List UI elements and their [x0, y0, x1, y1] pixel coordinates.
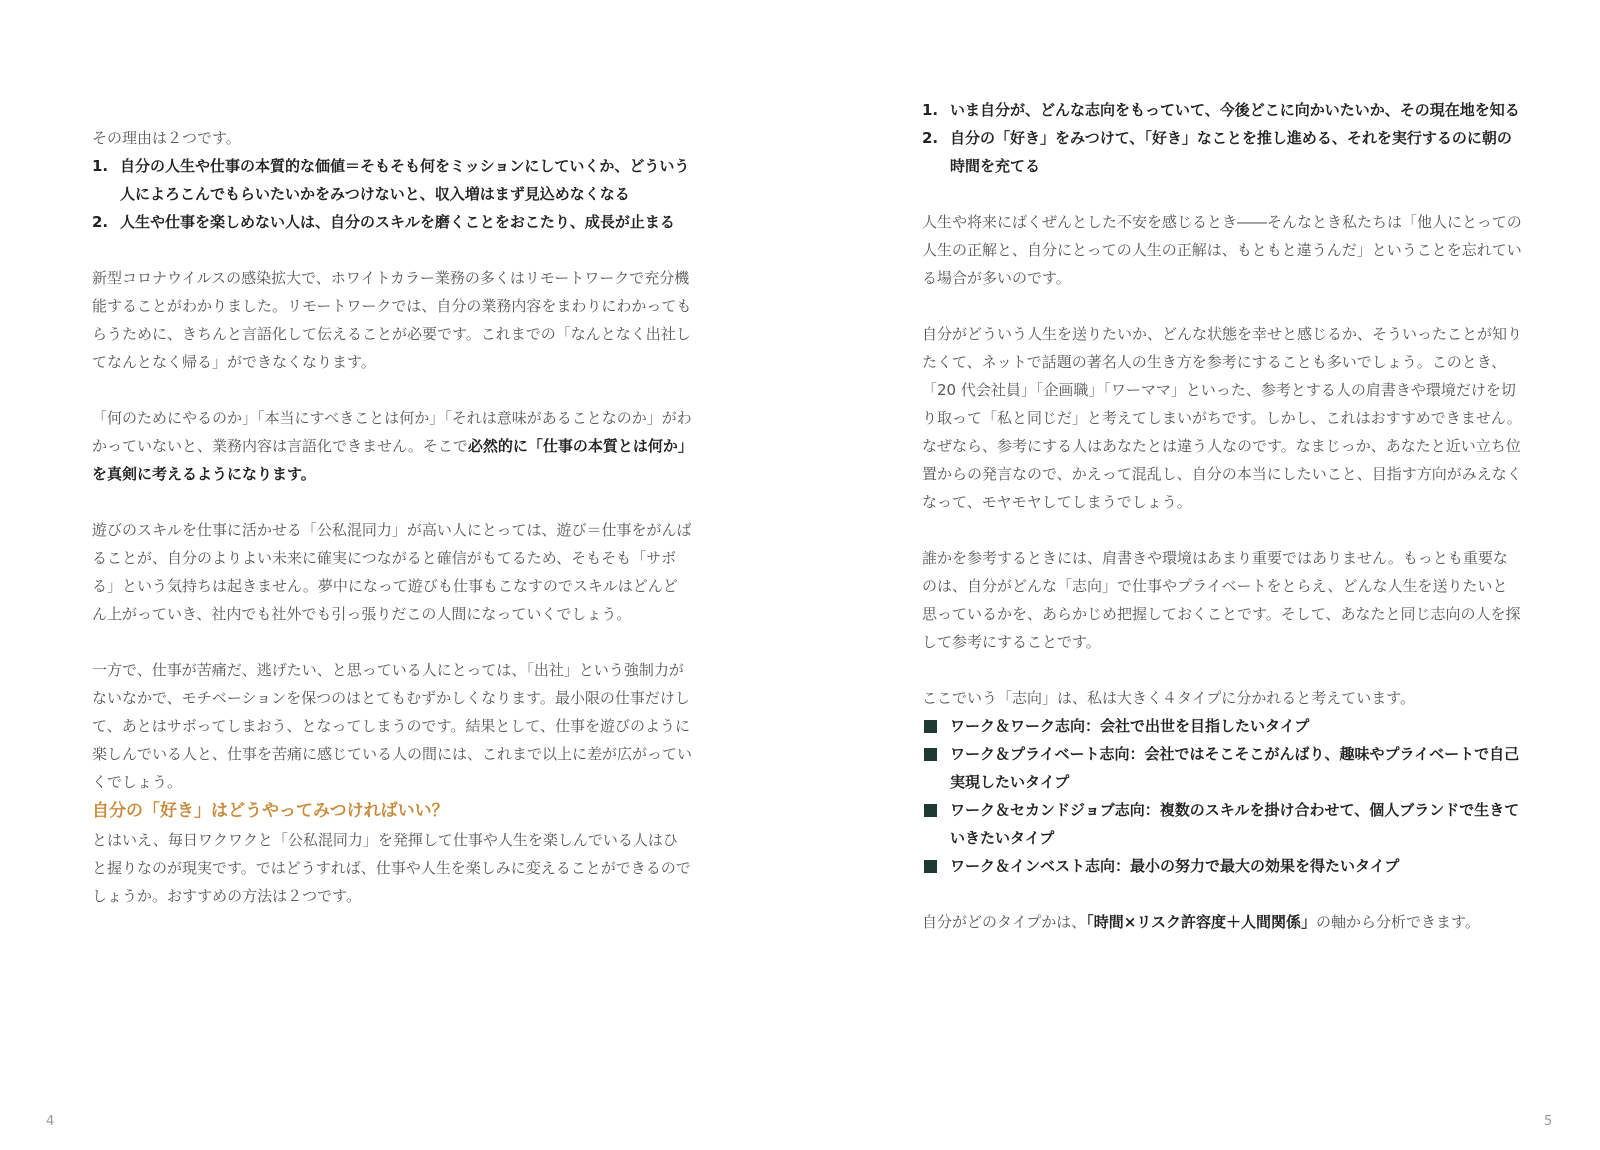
type-item — [922, 712, 1522, 740]
methods-list — [922, 96, 1522, 180]
reason-text: 人生や仕事を楽しめない人は、自分のスキルを磨くことをおこたり、成長が止まる — [120, 213, 675, 231]
reason-number: 1. — [92, 157, 109, 175]
paragraph-anxiety: 人生や将来にばくぜんとした不安を感じるとき――そんなとき私たちは「他人にとっての人生の正解と、自分にとっての人生の正解は、もともと違うんだ」ということを忘れている場合が多いのです。 — [922, 213, 1522, 287]
paragraph-reference: 自分がどういう人生を送りたいか、どんな状態を幸せと感じるか、そういったことが知りたくて、ネットで話題の著名人の生き方を参考にすることも多いでしょう。このとき、「20 代会社員」「企画職」「ワーママ」といった、参考とする人の肩書きや環境だけを切り取って「私と同じだ」と考えてしまいがちです。しかし、これはおすすめできません。なぜなら、参考にする人はあなたとは違う人なのです。なまじっか、あなたと近い立ち位置からの発言なので、かえって混乱し、自分の本当にしたいこと、目指す方向がみえなくなって、モヤモヤしてしまうでしょう。 — [922, 325, 1523, 511]
method-number: 2. — [922, 129, 939, 147]
section-heading: 自分の「好き」はどうやってみつければいい？ — [92, 801, 449, 821]
reasons-list — [92, 152, 692, 236]
paragraph-analysis-text: 自分がどのタイプかは、 — [922, 913, 1087, 931]
paragraph-play-skills: 遊びのスキルを仕事に活かせる「公私混同力」が高い人にとっては、遊び＝仕事をがんばることが、自分のよりよい未来に確実につながると確信がもてるため、そもそも「サボる」という気持ちは起きません。夢中になって遊びも仕事もこなすのでスキルはどんどん上がっていき、社内でも社外でも引っ張りだこの人間になっていくでしょう。 — [92, 521, 692, 623]
square-bullet-icon — [924, 720, 937, 733]
square-bullet-icon — [924, 748, 937, 761]
page-number-right: 5 — [1544, 1114, 1553, 1129]
method-text: いま自分が、どんな志向をもっていて、今後どこに向かいたいか、その現在地を知る — [950, 101, 1520, 119]
paragraph-analysis-emphasis: 「時間×リスク許容度＋人間関係」 — [1086, 913, 1317, 931]
method-text: 自分の「好き」をみつけて、「好き」なことを推し進める、それを実行するのに朝の時間を充てる — [950, 129, 1512, 175]
right-column — [922, 96, 1522, 936]
type-text: ワーク＆ワーク志向：会社で出世を目指したいタイプ — [950, 717, 1310, 735]
left-column — [92, 124, 692, 910]
page-number-left: 4 — [46, 1114, 55, 1129]
paragraph-four-types: ここでいう「志向」は、私は大きく４タイプに分かれると考えています。 — [922, 689, 1416, 707]
type-item — [922, 796, 1522, 852]
type-text: ワーク＆セカンドジョブ志向：複数のスキルを掛け合わせて、個人ブランドで生きていきたいタイプ — [950, 801, 1520, 847]
type-text: ワーク＆プライベート志向：会社ではそこそこがんばり、趣味やプライベートで自己実現したいタイプ — [950, 745, 1520, 791]
paragraph-orientation: 誰かを参考するときには、肩書きや環境はあまり重要ではありません。もっとも重要なのは、自分がどんな「志向」で仕事やプライベートをとらえ、どんな人生を送りたいと思っているかを、あらかじめ把握しておくことです。そして、あなたと同じ志向の人を探して参考にすることです。 — [922, 549, 1521, 651]
type-item — [922, 852, 1522, 880]
method-item-2 — [922, 124, 1522, 180]
paragraph-remote-work: 新型コロナウイルスの感染拡大で、ホワイトカラー業務の多くはリモートワークで充分機能することがわかりました。リモートワークでは、自分の業務内容をまわりにわかってもらうために、きちんと言語化して伝えることが必要です。これまでの「なんとなく出社してなんとなく帰る」ができなくなります。 — [92, 269, 692, 371]
right-page — [800, 0, 1600, 1150]
reason-item-2 — [92, 208, 692, 236]
paragraph-methods-intro: とはいえ、毎日ワクワクと「公私混同力」を発揮して仕事や人生を楽しんでいる人はひと握りなのが現実です。ではどうすれば、仕事や人生を楽しみに変えることができるのでしょうか。おすすめの方法は２つです。 — [92, 831, 691, 905]
method-item-1 — [922, 96, 1522, 124]
reason-text: 自分の人生や仕事の本質的な価値＝そもそも何をミッションにしていくか、どういう人によろこんでもらいたいかをみつけないと、収入増はまず見込めなくなる — [120, 157, 690, 203]
paragraph-verbalize-emphasis: 必然的に「仕事の本質とは何か」を真剣に考えるようになります。 — [92, 437, 686, 483]
square-bullet-icon — [924, 804, 937, 817]
paragraph-verbalize — [92, 404, 692, 488]
type-text: ワーク＆インベスト志向：最小の努力で最大の効果を得たいタイプ — [950, 857, 1400, 875]
paragraph-analysis — [922, 908, 1522, 936]
method-number: 1. — [922, 101, 939, 119]
paragraph-motivation: 一方で、仕事が苦痛だ、逃げたい、と思っている人にとっては、「出社」という強制力がないなかで、モチベーションを保つのはとてもむずかしくなります。最小限の仕事だけして、あとはサボってしまおう、となってしまうのです。結果として、仕事を遊びのように楽しんでいる人と、仕事を苦痛に感じている人の間には、これまで以上に差が広がっていくでしょう。 — [92, 661, 693, 791]
square-bullet-icon — [924, 860, 937, 873]
reason-item-1 — [92, 152, 692, 208]
types-list — [922, 712, 1522, 880]
reason-number: 2. — [92, 213, 109, 231]
paragraph-verbalize-text: 「何のためにやるのか」「本当にすべきことは何か」「それは意味があることなのか」がわかっていないと、業務内容は言語化できません。そこで — [92, 409, 692, 455]
type-item — [922, 740, 1522, 796]
paragraph-analysis-tail: の軸から分析できます。 — [1316, 913, 1480, 931]
intro-text: その理由は２つです。 — [92, 129, 241, 147]
